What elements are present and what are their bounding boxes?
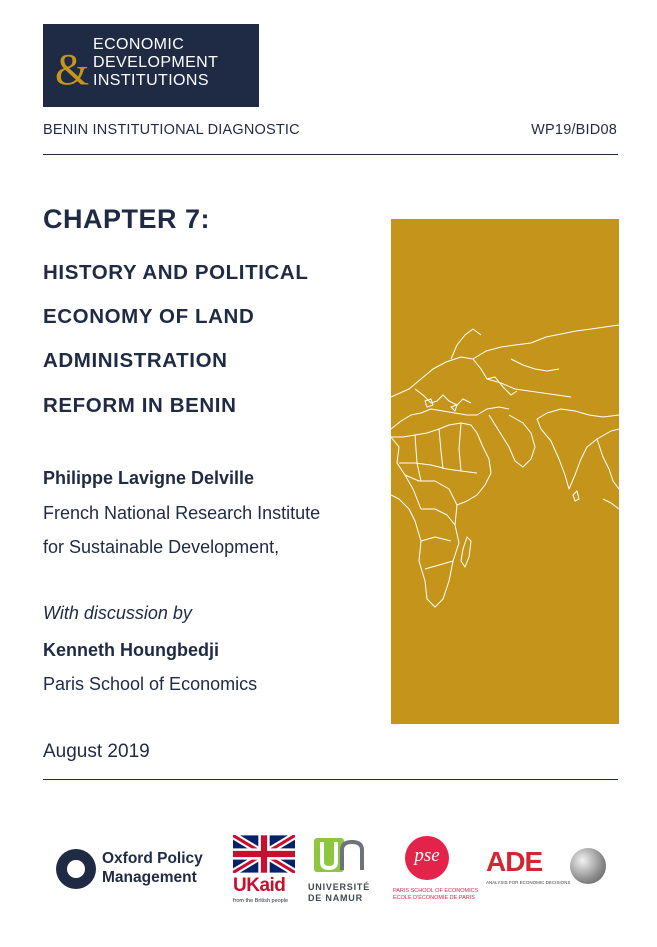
discussant-affiliation: Paris School of Economics: [43, 674, 258, 694]
paper-id: WP19/BID08: [531, 122, 617, 138]
series-title: BENIN INSTITUTIONAL DIAGNOSTIC: [43, 122, 300, 138]
pse-text-line-2: ÉCOLE D'ÉCONOMIE DE PARIS: [393, 895, 475, 901]
namur-text-line-2: DE NAMUR: [308, 893, 363, 903]
opm-text-line-1: Oxford Policy: [102, 850, 203, 867]
logo-line-institutions: INSTITUTIONS: [93, 72, 209, 89]
title-line-3: ADMINISTRATION: [43, 349, 228, 372]
opm-circle-icon: [56, 849, 96, 889]
paris-school-of-economics-logo: [393, 834, 479, 906]
ade-logo: [486, 846, 610, 896]
title-line-4: REFORM IN BENIN: [43, 394, 237, 417]
namur-un-icon: [312, 836, 366, 874]
ukaid-wordmark: UKaid: [233, 875, 286, 896]
oxford-policy-management-logo: [56, 843, 226, 897]
namur-text-line-1: UNIVERSITÉ: [308, 882, 371, 892]
logo-line-development: DEVELOPMENT: [93, 54, 219, 71]
union-flag-icon: [233, 835, 295, 873]
discussant-name: Kenneth Houngbedji: [43, 640, 219, 660]
discussion-intro: With discussion by: [43, 603, 192, 623]
map-panel: [391, 219, 619, 724]
ade-tagline: ANALYSIS FOR ECONOMIC DECISIONS: [486, 880, 571, 885]
author-affiliation-line-1: French National Research Institute: [43, 503, 321, 523]
author-affiliation-line-2: for Sustainable Development,: [43, 537, 280, 557]
logo-line-economic: ECONOMIC: [93, 36, 185, 53]
header-divider: [43, 154, 618, 155]
ukaid-logo: [233, 835, 295, 907]
title-line-2: ECONOMY OF LAND: [43, 305, 255, 328]
universite-de-namur-logo: [308, 836, 374, 908]
author-name: Philippe Lavigne Delville: [43, 468, 255, 488]
ukaid-tagline: from the British people: [233, 898, 289, 904]
opm-text-line-2: Management: [102, 869, 197, 886]
logo-ampersand: &: [55, 45, 90, 94]
title-line-1: HISTORY AND POLITICAL: [43, 261, 309, 284]
world-map-outline: [391, 219, 619, 724]
edi-logo: [43, 24, 259, 107]
pse-monogram: pse: [414, 845, 440, 866]
chapter-heading: CHAPTER 7:: [43, 204, 211, 234]
pse-text-line-1: PARIS SCHOOL OF ECONOMICS: [393, 888, 479, 894]
ade-wordmark: ADE: [486, 846, 543, 877]
publication-date: August 2019: [43, 741, 150, 762]
ade-sphere-icon: [570, 848, 606, 884]
footer-divider: [43, 779, 618, 780]
